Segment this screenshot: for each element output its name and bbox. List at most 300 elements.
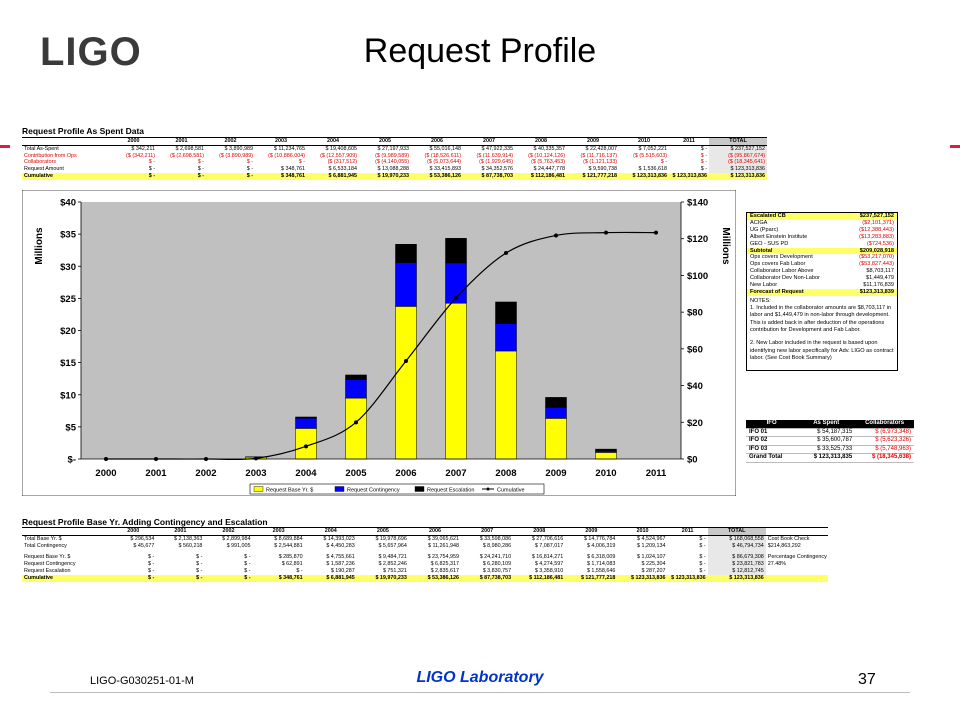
table-cell: $ - xyxy=(699,567,706,574)
table-cell: $ 123,313,835 xyxy=(797,454,855,463)
table-cell: $ - xyxy=(660,159,667,166)
ligo-logo: LIGO xyxy=(40,30,142,74)
table-cell: $ 19,978,696 xyxy=(375,535,407,542)
page-number: 37 xyxy=(858,671,876,688)
table-cell: $ 2,852,246 xyxy=(378,561,407,568)
table-cell: 27.48% xyxy=(767,561,787,568)
table-cell: $ 287,207 xyxy=(641,567,666,574)
table-cell: $ 33,415,893 xyxy=(429,166,461,173)
table-cell: Total Base Yr. $ xyxy=(24,535,62,542)
table-cell: $ 123,313,836 xyxy=(709,173,767,180)
y-tick-label-right: $40 xyxy=(687,381,703,393)
funding-notes xyxy=(747,296,897,370)
table-cell: $ 40,335,357 xyxy=(533,145,565,152)
table-cell: $ 53,386,126 xyxy=(411,173,463,180)
column-header: 2004 xyxy=(307,138,359,146)
y-tick-label-right: $100 xyxy=(687,270,709,282)
table-row xyxy=(22,153,767,160)
summary-label: Ops covers Development xyxy=(750,254,813,261)
table-cell: $ - xyxy=(699,554,706,561)
ifo-row xyxy=(746,437,914,446)
summary-label: Albert Einstein Institute xyxy=(750,233,808,240)
table-cell: $ - xyxy=(148,166,155,173)
table-cell: $ 46,794,734 xyxy=(708,543,766,550)
table-cell: $ 348,761 xyxy=(255,173,307,180)
table-cell: $ - xyxy=(246,159,253,166)
table-cell: $ 3,890,989 xyxy=(224,145,253,152)
table-cell: IFO 02 xyxy=(746,437,797,446)
table-cell: $ - xyxy=(699,535,706,542)
table-header-row xyxy=(22,138,767,146)
table-cell: $ 4,755,661 xyxy=(326,554,355,561)
table-row xyxy=(22,159,767,166)
table-cell: Total As-Spent xyxy=(24,145,59,152)
table-cell: $ - xyxy=(148,159,155,166)
table-cell: $ - xyxy=(298,159,305,166)
table-cell: $ - xyxy=(110,173,157,180)
table-cell: $ 47,922,335 xyxy=(481,145,513,152)
table-row xyxy=(22,543,828,550)
column-header: 2008 xyxy=(513,528,565,536)
table-cell: $ - xyxy=(244,567,251,574)
column-header: 2006 xyxy=(411,138,463,146)
summary-row xyxy=(747,254,897,261)
column-header: TOTAL xyxy=(708,528,766,536)
table-cell: $ - xyxy=(148,554,155,561)
bar-request-escalation-2006 xyxy=(396,244,417,262)
table-cell: $ - xyxy=(110,575,156,582)
column-header: 2002 xyxy=(206,138,255,146)
summary-row xyxy=(747,227,897,234)
table-cell: Cost Book Check xyxy=(767,535,810,542)
table-cell: $ - xyxy=(244,561,251,568)
table-cell: Grand Total xyxy=(746,454,797,463)
cumulative-point-2008 xyxy=(504,251,508,255)
cumulative-point-2010 xyxy=(604,231,608,235)
column-header: Collaborators xyxy=(855,420,914,428)
table-cell: $ 54,187,315 xyxy=(797,428,855,437)
table-row xyxy=(22,568,828,575)
bar-request-escalation-2005 xyxy=(346,375,367,380)
summary-label: ACIGA xyxy=(750,219,768,226)
table-cell: ($ (95,867,674) xyxy=(709,153,767,160)
table-cell: $ 22,428,007 xyxy=(585,145,617,152)
summary-label: New Labor xyxy=(750,282,778,289)
table-cell: $ 2,835,617 xyxy=(430,567,460,574)
ifo-row xyxy=(746,428,914,437)
legend-label: Request Base Yr. $ xyxy=(266,487,314,494)
summary-row xyxy=(747,289,897,296)
table-cell: $214,863,292 xyxy=(767,542,801,549)
table-cell: $ - xyxy=(206,173,255,180)
bar-request-contingency-2009 xyxy=(546,407,567,418)
table-row xyxy=(22,173,767,180)
table-cell: ($ (317,512) xyxy=(327,159,357,166)
ifo-row xyxy=(746,454,914,463)
bar-request-escalation-2008 xyxy=(496,302,517,324)
table-row xyxy=(22,554,828,561)
column-header: 2000 xyxy=(110,528,156,536)
bar-request-escalation-2009 xyxy=(546,397,567,407)
x-tick-label-2008: 2008 xyxy=(495,468,517,479)
summary-value: ($2,101,371) xyxy=(862,219,894,226)
table-cell: $ 991,005 xyxy=(226,542,251,549)
x-tick-label-2010: 2010 xyxy=(595,468,617,479)
table-cell: $ 8,689,884 xyxy=(274,535,303,542)
table-cell: $ 1,024,107 xyxy=(637,554,666,561)
document-id: LIGO-G030251-01-M xyxy=(90,675,194,687)
column-header: 2004 xyxy=(305,528,357,536)
table-cell: $ 19,970,233 xyxy=(357,575,409,582)
summary-value: ($12,388,443) xyxy=(859,226,894,233)
table-cell: IFO 03 xyxy=(746,445,797,454)
table-cell: $ 121,777,218 xyxy=(567,173,619,180)
x-tick-label-2009: 2009 xyxy=(545,468,567,479)
x-tick-label-2005: 2005 xyxy=(345,468,367,479)
table-cell: $ 45,677 xyxy=(133,542,155,549)
table-cell: $ 11,261,948 xyxy=(427,542,460,549)
summary-row xyxy=(747,268,897,275)
table-cell: $ 86,679,308 xyxy=(708,554,766,561)
y-tick-label-left: $15 xyxy=(60,358,76,370)
right-accent-mark xyxy=(950,145,960,148)
table-cell: $ 24,447,778 xyxy=(533,166,565,173)
table-cell xyxy=(766,575,828,582)
table-cell: $ 123,313,836 xyxy=(708,575,766,582)
as-spent-table xyxy=(22,137,767,180)
x-tick-label-2002: 2002 xyxy=(195,468,217,479)
table-cell: $ 112,186,481 xyxy=(513,575,565,582)
summary-value: $11,176,839 xyxy=(863,282,894,289)
cumulative-point-2011 xyxy=(654,231,658,235)
table-cell: $ - xyxy=(700,145,707,152)
table-cell: $ 123,313,836 xyxy=(669,173,709,180)
table-cell: $ - xyxy=(197,166,204,173)
y-tick-label-right: $120 xyxy=(687,234,709,246)
bar-request-escalation-2010 xyxy=(596,449,617,451)
column-header: 2007 xyxy=(461,528,513,536)
table-cell: ($ (18,345,641) xyxy=(709,159,767,166)
table-cell: $ 23,754,959 xyxy=(427,554,460,561)
legend-label: Request Contingency xyxy=(347,487,400,494)
slide-title: Request Profile xyxy=(363,32,597,70)
y-tick-label-left: $20 xyxy=(60,326,76,337)
table-cell: ($ (5,763,453) xyxy=(531,159,565,166)
bar-request-escalation-2007 xyxy=(446,238,467,263)
table-cell: ($ (11,716,137) xyxy=(580,152,617,159)
bar-request-base-yr--2006 xyxy=(396,306,417,459)
summary-label: GEO - SUS PD xyxy=(750,240,789,247)
table-cell: $ 3,830,757 xyxy=(482,567,512,574)
table-cell: $ 27,706,616 xyxy=(531,535,564,542)
table-cell: $ 6,825,317 xyxy=(430,561,460,568)
footer-lab-name: LIGO Laboratory xyxy=(416,669,544,686)
left-accent-mark xyxy=(0,145,10,148)
summary-value: ($53,217,070) xyxy=(859,254,894,261)
table-cell: $ 237,527,152 xyxy=(709,145,767,152)
table-cell: $ 13,088,288 xyxy=(377,166,409,173)
bar-request-base-yr--2007 xyxy=(446,303,467,459)
summary-row xyxy=(747,248,897,255)
x-tick-label-2007: 2007 xyxy=(445,468,467,479)
table-cell: Contribution from Ops xyxy=(24,152,77,159)
table-row xyxy=(22,561,828,568)
request-profile-chart xyxy=(22,190,736,496)
summary-value: $123,313,839 xyxy=(859,288,894,295)
bar-request-base-yr--2009 xyxy=(546,418,567,459)
column-header xyxy=(766,528,828,536)
table-cell xyxy=(766,568,828,575)
table-cell: $ 33,525,733 xyxy=(797,445,855,454)
table-cell: $ - xyxy=(244,554,251,561)
column-header: 2002 xyxy=(204,528,252,536)
y-tick-label-right: $60 xyxy=(687,344,703,356)
table-cell: $ 2,138,363 xyxy=(173,535,203,542)
legend-swatch xyxy=(335,487,344,492)
table-cell: ($ (4,140,055) xyxy=(375,159,409,166)
ifo-row xyxy=(746,445,914,454)
table-cell: ($ (9,989,589) xyxy=(375,152,409,159)
table-cell: $ - xyxy=(204,575,252,582)
y-tick-label-left: $35 xyxy=(60,229,76,241)
cumulative-point-2005 xyxy=(354,420,358,424)
table-cell: $ 348,761 xyxy=(253,575,305,582)
table-cell: $ 1,714,083 xyxy=(586,561,616,568)
table-cell: $ 1,209,134 xyxy=(637,542,666,549)
table-cell: ($ (11,639,914) xyxy=(476,152,513,159)
table-cell: $ 225,304 xyxy=(641,561,666,568)
table-cell: $ 342,211 xyxy=(131,145,155,152)
legend-label: Cumulative xyxy=(497,487,525,494)
base-year-table xyxy=(22,527,828,582)
column-header: 2011 xyxy=(668,528,708,536)
summary-row xyxy=(747,275,897,282)
summary-label: Escalated CB xyxy=(750,213,786,219)
table-cell: $ 285,870 xyxy=(278,554,303,561)
column-header: TOTAL xyxy=(709,138,767,146)
table-cell: $ - xyxy=(700,152,707,159)
cumulative-point-2004 xyxy=(304,444,308,448)
y-tick-label-right: $80 xyxy=(687,307,703,319)
table-cell: $ 5,657,964 xyxy=(378,542,407,549)
table-cell: $ 1,558,646 xyxy=(586,567,616,574)
summary-value: $1,449,479 xyxy=(866,275,894,282)
summary-label: Collaborator Labor Above xyxy=(750,268,814,275)
table-cell: $ 4,450,283 xyxy=(326,542,355,549)
cumulative-point-2007 xyxy=(454,296,458,300)
legend-swatch xyxy=(254,487,263,492)
table-cell: ($ (5,515,603) xyxy=(633,152,667,159)
note-paragraph: 2. New Labor included in the request is based upon identifying new labor specifically for Adv. LIGO as contract labor. (See Cost Book Summary) xyxy=(750,340,894,361)
table-cell: $ 19,970,233 xyxy=(359,173,411,180)
table-cell: $ 296,534 xyxy=(130,535,155,542)
plot-area xyxy=(81,202,681,459)
cumulative-point-2003 xyxy=(254,456,258,460)
table-cell: $ 6,881,945 xyxy=(307,173,359,180)
summary-label: Ops covers Fab Labor xyxy=(750,261,806,268)
column-header: 2001 xyxy=(156,528,204,536)
table-cell: $ 7,052,221 xyxy=(638,145,667,152)
table-cell: $ - xyxy=(156,575,204,582)
summary-value: ($724,536) xyxy=(866,240,894,247)
table-cell: $ - xyxy=(196,561,203,568)
bar-request-base-yr--2008 xyxy=(496,351,517,459)
table-cell: $ - xyxy=(148,561,155,568)
y-tick-label-left: $10 xyxy=(60,390,76,402)
table-cell: Request Escalation xyxy=(24,567,71,574)
column-header xyxy=(22,138,110,146)
table-cell: $ 9,590,738 xyxy=(588,166,617,173)
table-cell: $ 123,313,836 xyxy=(709,166,767,173)
table-cell: $ 11,234,765 xyxy=(273,145,305,152)
table-cell: $ 9,484,721 xyxy=(378,554,407,561)
column-header: 2003 xyxy=(253,528,305,536)
table-cell: $ 6,280,109 xyxy=(482,561,512,568)
y-tick-label-right: $0 xyxy=(687,454,698,466)
table-cell: ($ (342,211) xyxy=(126,152,155,159)
summary-value: $237,527,152 xyxy=(859,213,894,219)
table-cell: $ 55,016,148 xyxy=(429,145,461,152)
table-cell: $ - xyxy=(157,173,206,180)
table-cell: $ 34,352,576 xyxy=(481,166,513,173)
table-cell: ($ (10,886,004) xyxy=(268,152,305,159)
table-cell: $ (6,973,348) xyxy=(855,428,914,437)
table-cell: $ 560,218 xyxy=(178,542,203,549)
table-cell: $ 348,761 xyxy=(281,166,305,173)
table-cell: ($ (12,557,909) xyxy=(320,152,357,159)
table-cell: $ - xyxy=(246,166,253,173)
table-cell: $ 751,321 xyxy=(382,567,407,574)
table-cell: $ 12,812,745 xyxy=(708,568,766,575)
table-cell: $ 87,738,703 xyxy=(461,575,513,582)
top-table-title: Request Profile As Spent Data xyxy=(22,126,145,136)
table-cell: $ 62,891 xyxy=(281,561,303,568)
table-cell: $ 2,899,984 xyxy=(222,535,251,542)
column-header: 2000 xyxy=(110,138,157,146)
bar-request-contingency-2005 xyxy=(346,380,367,398)
table-cell: $ 39,065,621 xyxy=(427,535,460,542)
summary-label: Collaborator Dev Non-Labor xyxy=(750,275,820,282)
bar-request-escalation-2004 xyxy=(296,417,317,418)
table-cell: $ 6,533,184 xyxy=(328,166,357,173)
table-cell: $ 7,087,017 xyxy=(534,542,564,549)
column-header: 2007 xyxy=(463,138,515,146)
x-tick-label-2011: 2011 xyxy=(645,468,667,479)
table-cell: $ 23,821,783 xyxy=(708,561,766,568)
table-cell: $ 1,587,236 xyxy=(326,561,355,568)
table-cell: Percentage Contingency xyxy=(767,554,827,561)
table-cell: IFO 01 xyxy=(746,428,797,437)
table-cell: $ 4,006,319 xyxy=(586,542,616,549)
column-header: 2009 xyxy=(565,528,617,536)
summary-row xyxy=(747,213,897,220)
table-cell: $ 8,980,286 xyxy=(482,542,512,549)
table-cell: $ 123,313,836 xyxy=(668,575,708,582)
column-header: 2005 xyxy=(359,138,411,146)
table-cell: $ 190,287 xyxy=(330,567,355,574)
table-cell: $ 14,393,023 xyxy=(323,535,355,542)
table-cell: $ - xyxy=(196,554,203,561)
table-row xyxy=(22,145,767,152)
table-cell: $ - xyxy=(197,159,204,166)
column-header: IFO xyxy=(746,420,797,428)
y-tick-label-right: $140 xyxy=(687,197,709,209)
summary-row xyxy=(747,261,897,268)
table-row xyxy=(22,166,767,173)
column-header: 2010 xyxy=(617,528,667,536)
table-cell: $ 4,274,597 xyxy=(534,561,564,568)
table-cell: $ 1,536,618 xyxy=(638,166,667,173)
x-tick-label-2006: 2006 xyxy=(395,468,417,479)
table-row xyxy=(22,575,828,582)
legend-line-marker xyxy=(487,488,490,491)
summary-row xyxy=(747,282,897,289)
y-tick-label-left: $5 xyxy=(65,422,76,434)
legend-label: Request Escalation xyxy=(427,487,475,494)
table-cell: $ (5,748,963) xyxy=(855,445,914,454)
table-cell: $ 3,358,910 xyxy=(534,567,564,574)
y-tick-label-left: $- xyxy=(67,454,76,466)
table-cell: ($ (3,890,989) xyxy=(219,152,253,159)
y-axis-label-right: Millions xyxy=(720,227,731,265)
table-cell: Request Contingency xyxy=(24,561,76,568)
table-header-row xyxy=(22,528,828,536)
column-header: 2001 xyxy=(157,138,206,146)
column-header: 2003 xyxy=(255,138,307,146)
summary-value: ($53,827,443) xyxy=(859,261,894,268)
bar-request-contingency-2006 xyxy=(396,263,417,307)
note-paragraph: NOTES: xyxy=(750,297,771,304)
summary-label: Forecast of Request xyxy=(750,288,804,295)
table-cell: Collaborators xyxy=(24,159,57,166)
note-paragraph: 1. Included in the collaborator amounts are $8,703,117 in labor and $1,449,479 in non-labor through development. This is added back in after deduction of the operations contribution for Development and Fab Labor. xyxy=(750,305,892,334)
table-cell: $ 6,881,945 xyxy=(305,575,357,582)
table-cell: $ 121,777,218 xyxy=(565,575,617,582)
column-header: 2008 xyxy=(515,138,567,146)
table-cell: $ 123,313,836 xyxy=(617,575,667,582)
x-tick-label-2001: 2001 xyxy=(145,468,167,479)
y-tick-label-left: $25 xyxy=(60,293,76,305)
legend-swatch xyxy=(415,487,424,492)
summary-label: Subtotal xyxy=(750,247,773,254)
table-cell: Total Contingency xyxy=(24,542,67,549)
table-cell: $ 112,186,481 xyxy=(515,173,567,180)
funding-summary-box xyxy=(746,212,898,371)
ifo-header-row xyxy=(746,420,914,428)
table-cell: $ (5,623,326) xyxy=(855,437,914,446)
cumulative-point-2006 xyxy=(404,359,408,363)
table-cell: Cumulative xyxy=(22,575,110,582)
summary-row xyxy=(747,234,897,241)
table-cell: $ 14,776,784 xyxy=(583,535,616,542)
table-cell: ($ (1,121,133) xyxy=(583,159,617,166)
table-cell: $ 24,241,710 xyxy=(479,554,512,561)
y-tick-label-left: $40 xyxy=(60,197,76,209)
x-tick-label-2004: 2004 xyxy=(295,468,317,479)
table-cell: ($ (18,526,611) xyxy=(424,152,461,159)
summary-value: $8,703,117 xyxy=(866,268,894,275)
table-cell: $ - xyxy=(148,567,155,574)
table-cell: Request Amount xyxy=(24,166,64,173)
ifo-table xyxy=(746,420,914,463)
column-header xyxy=(22,528,110,536)
table-cell: $ - xyxy=(699,561,706,568)
table-cell: $ 35,600,787 xyxy=(797,437,855,446)
summary-row xyxy=(747,241,897,248)
table-cell: $ - xyxy=(296,567,303,574)
table-cell: $ 168,068,558 xyxy=(708,535,766,542)
x-tick-label-2003: 2003 xyxy=(245,468,267,479)
